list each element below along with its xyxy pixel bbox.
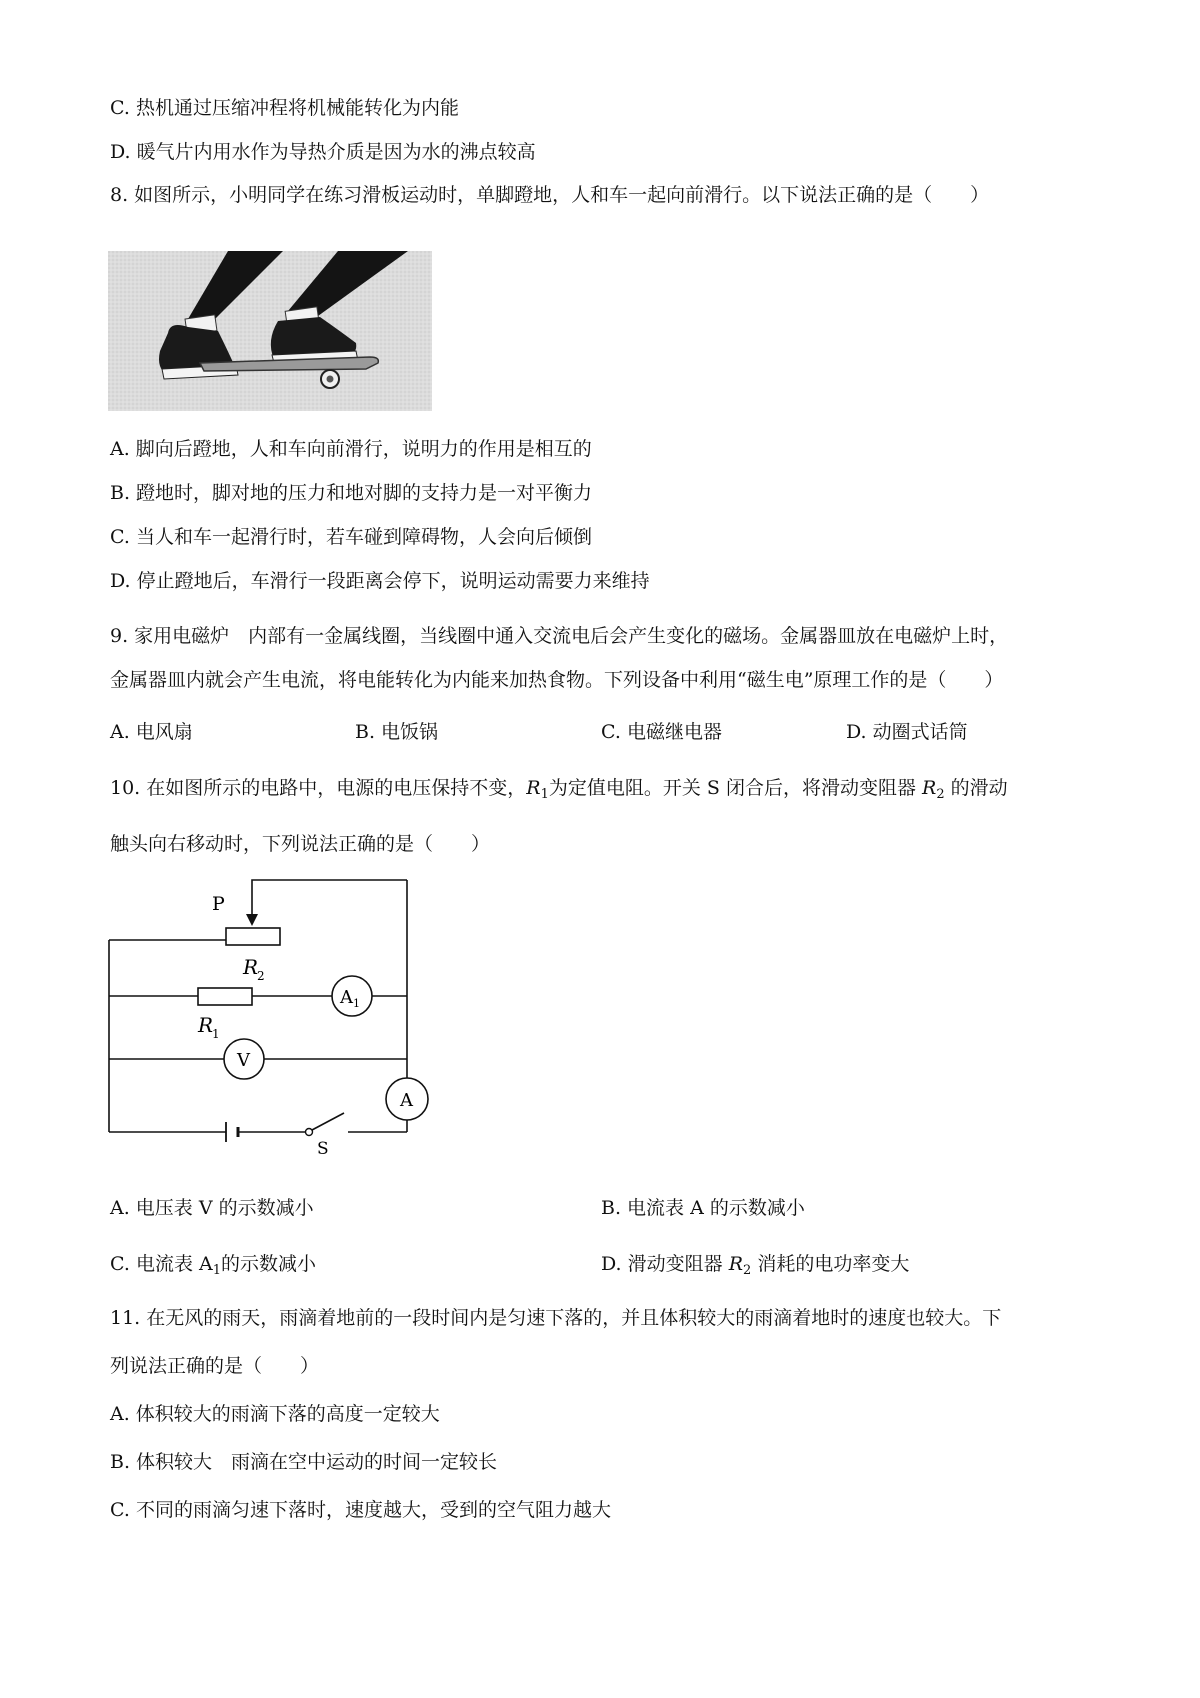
label-p: P — [212, 893, 225, 915]
q10-r2-subscript: 2 — [936, 787, 945, 802]
label-a: A — [400, 1090, 413, 1111]
switch-lever — [312, 1113, 344, 1130]
label-s: S — [317, 1139, 329, 1159]
skateboard-figure — [108, 251, 432, 411]
q10-stem-line2: 触头向右移动时，下列说法正确的是（ ） — [110, 833, 491, 855]
q10-option-d-subscript: 2 — [743, 1263, 752, 1278]
q8-stem: 8. 如图所示，小明同学在练习滑板运动时，单脚蹬地，人和车一起向前滑行。以下说法正确的是（ ） — [110, 184, 990, 206]
q10-r2-symbol: R — [922, 777, 937, 799]
q10-option-d-text-a: D. 滑动变阻器 — [601, 1253, 729, 1275]
q9-option-c: C. 电磁继电器 — [601, 721, 722, 743]
q7-option-c: C. 热机通过压缩冲程将机械能转化为内能 — [110, 97, 459, 119]
q10-r1-symbol: R — [526, 777, 541, 799]
q10-stem-line1 — [110, 775, 1008, 808]
q8-option-b: B. 蹬地时，脚对地的压力和地对脚的支持力是一对平衡力 — [110, 482, 593, 504]
q7-option-d: D. 暖气片内用水作为导热介质是因为水的沸点较高 — [110, 141, 536, 163]
q9-stem-line1: 9. 家用电磁炉 内部有一金属线圈，当线圈中通入交流电后会产生变化的磁场。金属器皿放在电磁炉上时， — [110, 625, 1009, 647]
label-r1-subscript: 1 — [212, 1027, 220, 1041]
q10-stem-text-b: 为定值电阻。开关 S 闭合后，将滑动变阻器 — [548, 777, 922, 799]
label-r2: R — [243, 955, 259, 979]
q9-stem-line2: 金属器皿内就会产生电流，将电能转化为内能来加热食物。下列设备中利用“磁生电”原理工作的是（ ） — [110, 669, 1004, 691]
q8-option-a: A. 脚向后蹬地，人和车向前滑行，说明力的作用是相互的 — [110, 438, 592, 460]
q10-r1-subscript: 1 — [540, 787, 549, 802]
label-v: V — [237, 1050, 250, 1071]
q10-option-c-text-a: C. 电流表 A — [110, 1253, 213, 1275]
q11-option-c: C. 不同的雨滴匀速下落时，速度越大，受到的空气阻力越大 — [110, 1499, 611, 1521]
q9-option-b: B. 电饭锅 — [355, 721, 439, 743]
q10-option-d — [601, 1251, 909, 1284]
q10-option-d-text-b: 消耗的电功率变大 — [751, 1253, 910, 1275]
q10-option-d-r-symbol: R — [728, 1253, 743, 1275]
resistor-r2 — [226, 928, 280, 945]
q10-option-c-subscript: 1 — [212, 1263, 221, 1278]
circuit-diagram — [100, 872, 440, 1159]
q8-option-d: D. 停止蹬地后，车滑行一段距离会停下，说明运动需要力来维持 — [110, 570, 650, 592]
q10-stem-text-a: 10. 在如图所示的电路中，电源的电压保持不变， — [110, 777, 527, 799]
label-a1: A — [340, 987, 353, 1008]
resistor-r1 — [198, 988, 252, 1005]
q11-stem-line2: 列说法正确的是（ ） — [110, 1355, 320, 1377]
label-a1-subscript: 1 — [353, 997, 360, 1010]
q11-option-b: B. 体积较大 雨滴在空中运动的时间一定较长 — [110, 1451, 498, 1473]
q10-option-c — [110, 1251, 316, 1284]
q10-stem-text-c: 的滑动 — [944, 777, 1008, 799]
q11-stem-line1: 11. 在无风的雨天，雨滴着地前的一段时间内是匀速下落的，并且体积较大的雨滴着地时的速度也较大。下 — [110, 1307, 1002, 1329]
q9-option-d: D. 动圈式话筒 — [846, 721, 968, 743]
switch-pivot — [306, 1129, 313, 1136]
q9-option-a: A. 电风扇 — [110, 721, 193, 743]
slider-arrow — [246, 914, 258, 926]
label-r2-subscript: 2 — [257, 969, 265, 983]
q10-option-b: B. 电流表 A 的示数减小 — [601, 1197, 805, 1219]
q10-option-a: A. 电压表 V 的示数减小 — [110, 1197, 314, 1219]
label-r1: R — [198, 1013, 214, 1037]
q8-option-c: C. 当人和车一起滑行时，若车碰到障碍物，人会向后倾倒 — [110, 526, 592, 548]
q11-option-a: A. 体积较大的雨滴下落的高度一定较大 — [110, 1403, 440, 1425]
q10-option-c-text-b: 的示数减小 — [220, 1253, 316, 1275]
